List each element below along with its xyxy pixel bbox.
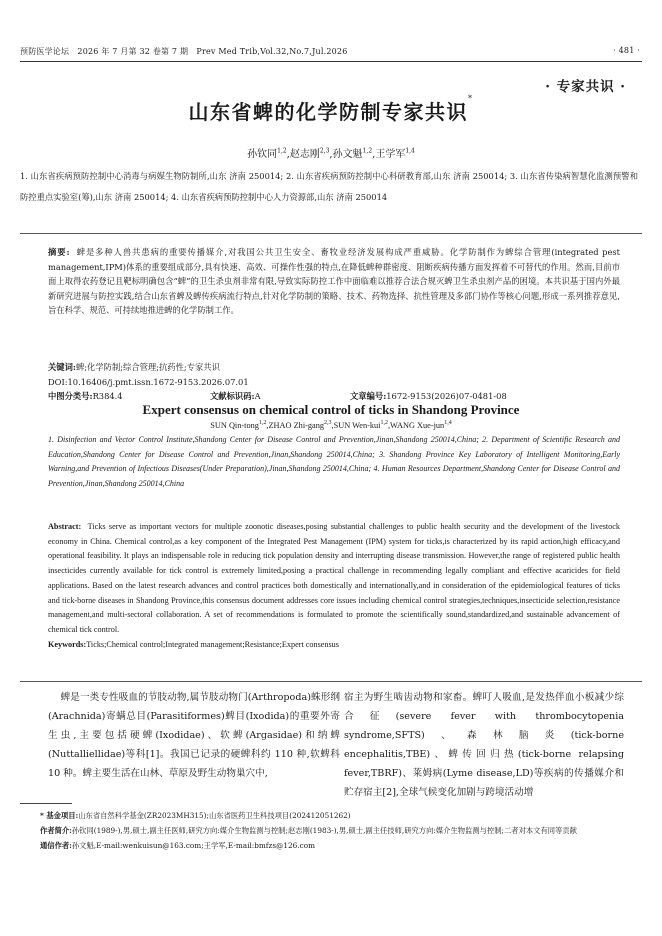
footnotes — [40, 808, 630, 853]
abstract-cn — [48, 245, 623, 318]
body-column-right — [344, 688, 624, 802]
keywords-cn-label: 关键词: — [48, 362, 76, 372]
article-title-en: Expert consensus on chemical control of ticks in Shandong Province — [142, 402, 520, 417]
keywords-cn: 蜱;化学防制;综合管理;抗药性;专家共识 — [75, 362, 220, 372]
doc-code-value: A — [254, 391, 261, 402]
keywords-en-label: Keywords: — [48, 639, 87, 649]
header-rule — [20, 61, 642, 62]
clc-value: R384.4 — [92, 391, 123, 402]
authors-en: SUN Qin-tong$^{1,2}$,ZHAO Zhi-gang$^{2,3}$,SUN Wen-kui$^{1,2}$,WANG Xue-jun$^{1,4}$ — [210, 420, 452, 430]
footnote-rule — [20, 803, 72, 804]
keywords-en: Ticks;Chemical control;Integrated management;Resistance;Expert consensus — [86, 639, 339, 649]
affiliations-cn: 1. 山东省疾病预防控制中心消毒与病媒生物防制所,山东 济南 250014; 2. 山东省疾病预防控制中心科研教育部,山东 济南 250014; 3. 山东省传染病智慧化监测预警和防控重点实验室(筹),山东 济南 250014; 4. 山东省疾病预防控制中心人力资源部,山东 济南 250014 — [20, 171, 638, 202]
column-label: · 专家共识 · — [545, 79, 626, 95]
article-no-value: 1672-9153(2026)07-0481-08 — [386, 391, 507, 402]
abstract-cn-text: 蜱是多种人兽共患病的重要传播媒介,对我国公共卫生安全、畜牧业经济发展构成严重威胁。化学防制作为蜱综合管理(integrated pest management,IPM)体系的重要组成部分,具有快速、高效、可操作性强的特点,在降低蜱种群密度、阻断疾病传播方面发挥着不可替代的作用。然而,目前市面上取得农药登记且靶标明确包含“蜱”的卫生杀虫剂非常有限,导致实际防控工作中面临难以推荐合法合规灭蜱卫生杀虫剂产品的困境。本共识基于国内外最新研究进展与防控实践,结合山东省蜱及蜱传疾病流行特点,针对化学防制的策略、技术、药物选择、抗性管理及多部门协作等核心问题,形成一系列推荐意见,旨在科学、规范、可持续地推进蜱的化学防制工作。 — [48, 247, 623, 316]
body-rule — [20, 681, 642, 682]
footnote-fund: * 基金项目:山东省自然科学基金(ZR2023MH315);山东省医药卫生科技项目(202412051262) — [40, 811, 351, 820]
abstract-en-label: Abstract: — [48, 522, 82, 531]
doi: DOI:10.16406/j.pmt.issn.1672-9153.2026.07.01 — [48, 376, 249, 387]
page-number: · 481 · — [613, 46, 640, 55]
affiliations-en: 1. Disinfection and Vector Control Institute,Shandong Center for Disease Control and Prevention,Jinan,Shandong 250014,China; 2. Department of Scientific Research and Education,Shandong Center for Disease Control and Prevention,Jinan,Shandong 250014,China; 3. Shandong Province Key Laboratory of Intelligent Monitoring,Early Warning,and Prevention of Infectious Diseases(Under Preparation),Jinan,Shandong 250014,China; 4. Human Resources Department,Shandong Center for Disease Control and Prevention,Jinan,Shandong 250014,China — [48, 435, 620, 488]
abstract-en-text: Ticks serve as important vectors for multiple zoonotic diseases,posing substantial challenges to public health security and the development of the livestock economy in China. Chemical control,as a key component of the Integrated Pest Management (IPM) system for ticks,is characterized by its rapid action,high efficacy,and operational feasibility. It plays an indispensable role in reducing tick population density and interrupting disease transmission. However,the range of registered public health insecticides currently available for tick control is extremely limited,posing a practical challenge in recommending legally compliant and effective acaricides for field applications. Based on the latest research advances and control practices both domestically and internationally,and in consideration of the epidemiological features of ticks and tick-borne diseases in Shandong Province,this consensus document addresses core issues including chemical control strategies,techniques,insecticide selection,resistance management,and multi-sectoral collaboration. A set of recommendations is formulated to promote the scientifically sound,standardized,and sustainable advancement of chemical tick control. — [48, 522, 623, 634]
section-rule — [20, 233, 642, 234]
clc-label: 中图分类号: — [48, 391, 93, 402]
article-no-label: 文章编号: — [350, 391, 387, 402]
title-footnote-mark: * — [468, 94, 474, 103]
running-header — [20, 46, 640, 57]
body-paragraph-right: 宿主为野生啮齿动物和家畜。蜱叮人吸血,是发热伴血小板减少综合征(severe fever with thrombocytopenia syndrome,SFTS)、森林脑炎(tick-borne encephalitis,TBE)、蜱传回归热(tick-borne relapsing fever,TBRF)、莱姆病(Lyme disease,LD)等疾病的传播媒介和贮存宿主[2],全球气候变化加剧与跨境活动增 — [344, 692, 624, 798]
journal-info: 预防医学论坛 2026 年 7 月第 32 卷第 7 期 Prev Med Trib,Vol.32,No.7,Jul.2026 — [20, 47, 348, 56]
authors-cn: 孙钦同$^{1,2}$,赵志刚$^{2,3}$,孙文魁$^{1,2}$,王学军$^{1,4}$ — [247, 147, 415, 160]
footnote-author-bio: 作者简介:孙钦同(1989-),男,硕士,副主任医师,研究方向:媒介生物监测与控制;赵志刚(1983-),男,硕士,副主任技师,研究方向:媒介生物监测与控制;二者对本文有同等贡献 — [40, 826, 577, 835]
title-text: 山东省蜱的化学防制专家共识 — [188, 100, 468, 124]
doc-code-label: 文献标识码: — [210, 391, 255, 402]
article-meta — [48, 360, 620, 404]
article-title-cn — [0, 96, 662, 125]
footnote-corresponding: 通信作者:孙文魁,E-mail:wenkuisun@163.com;王学军,E-mail:bmfzs@126.com — [40, 841, 316, 850]
abstract-en — [48, 520, 623, 652]
body-column-left — [48, 688, 344, 783]
abstract-cn-label: 摘要: — [48, 247, 70, 257]
body-paragraph-left: 蜱是一类专性吸血的节肢动物,属节肢动物门(Arthropoda)蛛形纲(Arachnida)寄螨总目(Parasitiformes)蜱目(Ixodida)的重要外寄生虫,主要包括硬蜱(Ixodidae)、软蜱(Argasidae)和纳蜱(Nuttalliellidae)等科[1]。我国已记录的硬蜱科约 110 种,软蜱科 10 种。蜱主要生活在山林、草原及野生动物巢穴中, — [48, 692, 344, 779]
